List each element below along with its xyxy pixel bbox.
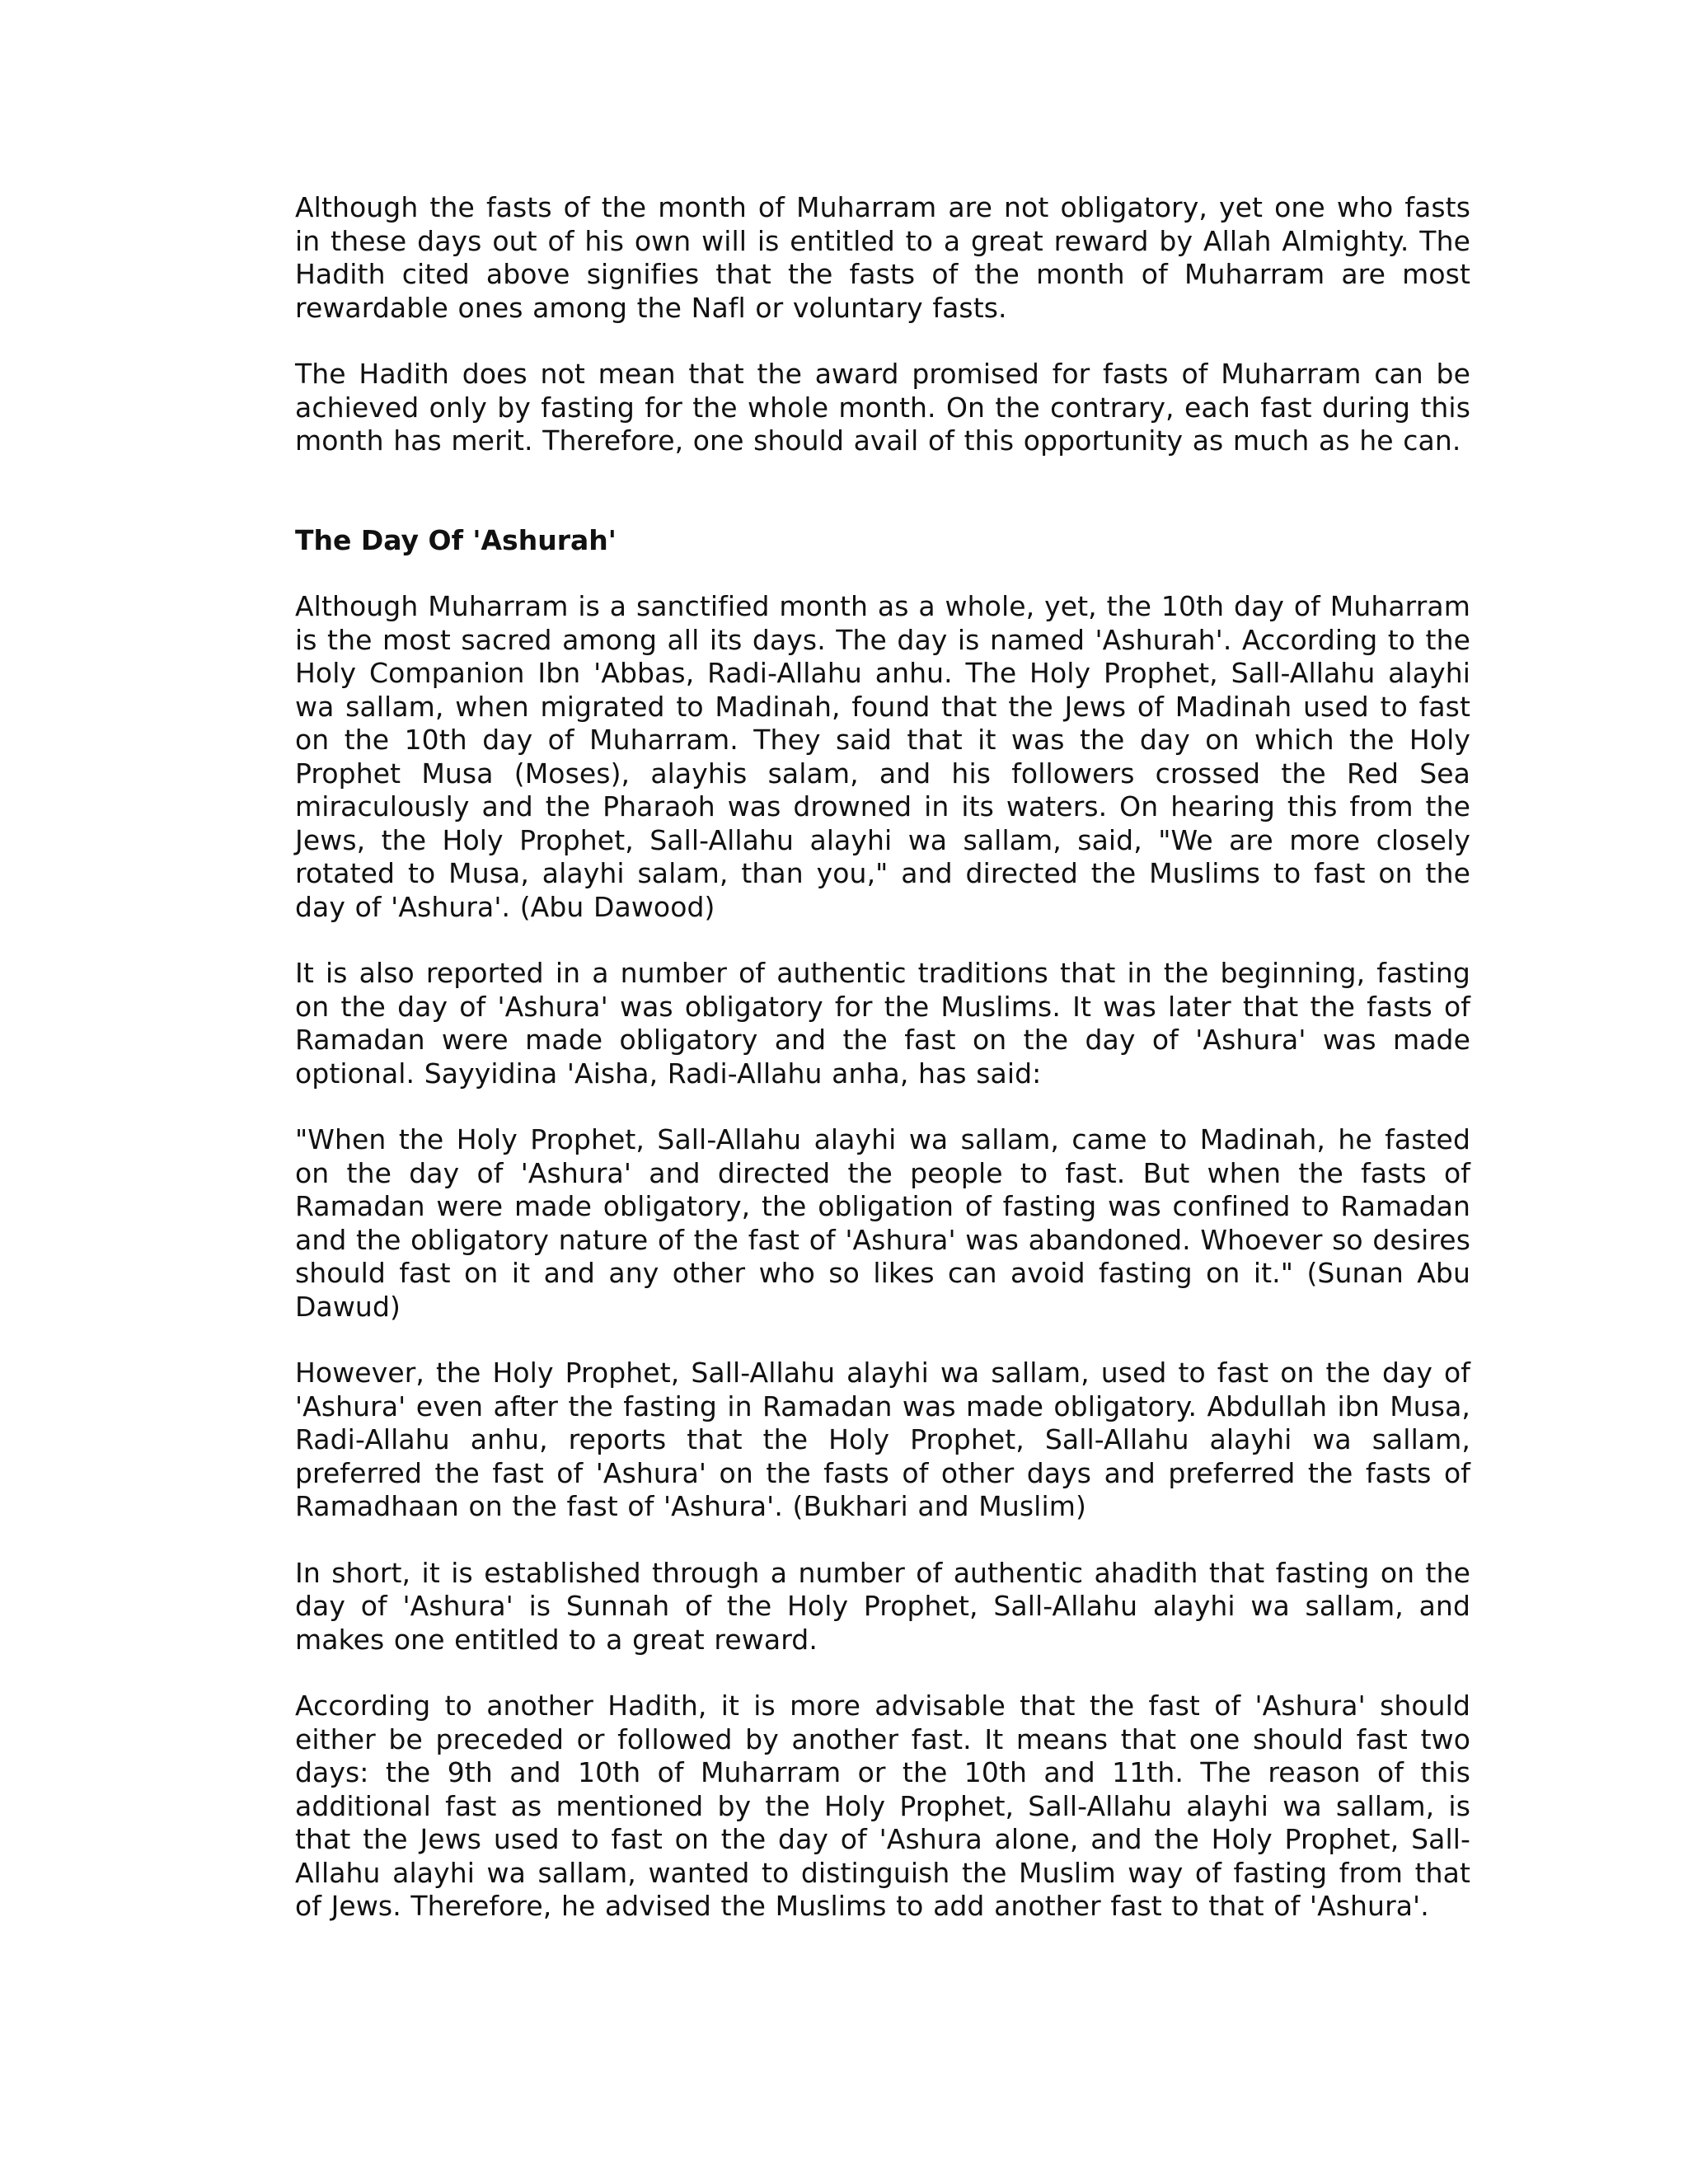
paragraph-sunnah-summary: In short, it is established through a number of authentic ahadith that fasting on the day of 'Ashura' is Sunnah of the Holy Prophet, Sall-Allahu alayhi wa sallam, and makes one entitled to a great reward. (295, 1556, 1470, 1656)
paragraph-additional-fast: According to another Hadith, it is more advisable that the fast of 'Ashura' should either be preceded or followed by another fast. It means that one should fast two days: the 9th and 10th of Muharram or the 10th and 11th. The reason of this additional fast as mentioned by the Holy Prophet, Sall-Allahu alayhi wa sallam, is that the Jews used to fast on the day of 'Ashura alone, and the Holy Prophet, Sall-Allahu alayhi wa sallam, wanted to distinguish the Muslim way of fasting from that of Jews. Therefore, he advised the Muslims to add another fast to that of 'Ashura'. (295, 1690, 1470, 1922)
section-heading-ashurah: The Day Of 'Ashurah' (295, 523, 617, 556)
paragraph-continued-practice: However, the Holy Prophet, Sall-Allahu alayhi wa sallam, used to fast on the day of 'Ashura' even after the fasting in Ramadan was made obligatory. Abdullah ibn Musa, Radi-Allahu anhu, reports that the Holy Prophet, Sall-Allahu alayhi wa sallam, preferred the fast of 'Ashura' on the fasts of other days and preferred the fasts of Ramadhaan on the fast of 'Ashura'. (Bukhari and Muslim) (295, 1357, 1470, 1522)
document-page (295, 191, 1470, 1957)
paragraph-obligatory-history: It is also reported in a number of authentic traditions that in the beginning, fasting on the day of 'Ashura' was obligatory for the Muslims. It was later that the fasts of Ramadan were made obligatory and the fast on the day of 'Ashura' was made optional. Sayyidina 'Aisha, Radi-Allahu anha, has said: (295, 957, 1470, 1090)
paragraph-muharram-fasts: Although the fasts of the month of Muharram are not obligatory, yet one who fasts in these days out of his own will is entitled to a great reward by Allah Almighty. The Hadith cited above signifies that the fasts of the month of Muharram are most rewardable ones among the Nafl or voluntary fasts. (295, 191, 1470, 324)
paragraph-award-meaning: The Hadith does not mean that the award promised for fasts of Muharram can be achieved only by fasting for the whole month. On the contrary, each fast during this month has merit. Therefore, one should avail of this opportunity as much as he can. (295, 358, 1470, 457)
paragraph-ashurah-origin: Although Muharram is a sanctified month as a whole, yet, the 10th day of Muharram is the most sacred among all its days. The day is named 'Ashurah'. According to the Holy Companion Ibn 'Abbas, Radi-Allahu anhu. The Holy Prophet, Sall-Allahu alayhi wa sallam, when migrated to Madinah, found that the Jews of Madinah used to fast on the 10th day of Muharram. They said that it was the day on which the Holy Prophet Musa (Moses), alayhis salam, and his followers crossed the Red Sea miraculously and the Pharaoh was drowned in its waters. On hearing this from the Jews, the Holy Prophet, Sall-Allahu alayhi wa sallam, said, "We are more closely rotated to Musa, alayhi salam, than you," and directed the Muslims to fast on the day of 'Ashura'. (Abu Dawood) (295, 590, 1470, 923)
paragraph-aisha-quote: "When the Holy Prophet, Sall-Allahu alayhi wa sallam, came to Madinah, he fasted on the day of 'Ashura' and directed the people to fast. But when the fasts of Ramadan were made obligatory, the obligation of fasting was confined to Ramadan and the obligatory nature of the fast of 'Ashura' was abandoned. Whoever so desires should fast on it and any other who so likes can avoid fasting on it." (Sunan Abu Dawud) (295, 1123, 1470, 1323)
